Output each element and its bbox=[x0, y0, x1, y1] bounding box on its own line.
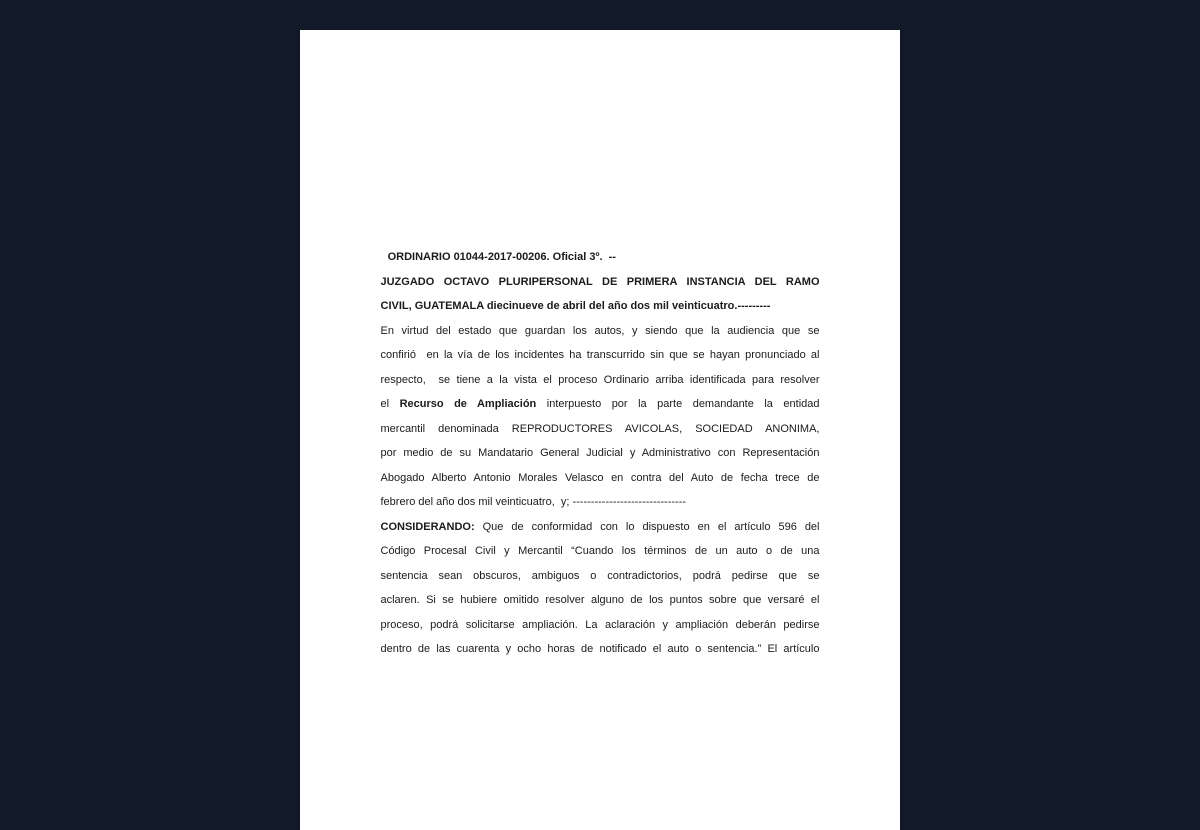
heading-court-line: JUZGADO OCTAVO PLURIPERSONAL DE PRIMERA INSTANCIA DEL RAMO bbox=[380, 275, 820, 288]
document-text-column bbox=[381, 245, 820, 662]
body-line-4-prefix: el bbox=[380, 398, 400, 410]
document-heading-block bbox=[381, 245, 820, 319]
considerando-label: CONSIDERANDO: bbox=[380, 520, 475, 533]
body-line-6: por medio de su Mandatario General Judicial y Administrativo con Representación bbox=[380, 447, 820, 459]
considerando-line-4: aclaren. Si se hubiere omitido resolver alguno de los puntos sobre que versaré el bbox=[380, 594, 820, 606]
considerando-line-2: Código Procesal Civil y Mercantil “Cuando los términos de un auto o de una bbox=[380, 545, 820, 557]
considerando-line-6-clipped: dentro de las cuarenta y ocho horas de notificado el auto o sentencia.” El artículo bbox=[380, 643, 820, 655]
body-line-2: confirió en la vía de los incidentes ha transcurrido sin que se hayan pronunciado al bbox=[380, 349, 820, 361]
considerando-line-3: sentencia sean obscuros, ambiguos o contradictorios, podrá pedirse que se bbox=[380, 569, 820, 582]
considerando-first-line-rest: Que de conformidad con lo dispuesto en el artículo 596 del bbox=[474, 520, 820, 533]
heading-case-line: ORDINARIO 01044-2017-00206. Oficial 3º. -- bbox=[384, 251, 616, 263]
heading-date-line bbox=[381, 294, 820, 319]
body-line-4-suffix: interpuesto por la parte demandante la entidad bbox=[536, 398, 820, 410]
motion-type-emphasis: Recurso de Ampliación bbox=[399, 398, 537, 410]
considerando-first-line bbox=[381, 515, 820, 540]
considerando-block bbox=[381, 515, 820, 662]
body-line-3: respecto, se tiene a la vista el proceso Ordinario arriba identificada para resolver bbox=[380, 373, 820, 386]
body-line-7-attorney: Abogado Alberto Antonio Morales Velasco en contra del Auto de fecha trece de bbox=[380, 471, 820, 484]
body-line-5-party: mercantil denominada REPRODUCTORES AVICOLAS, SOCIEDAD ANONIMA, bbox=[380, 422, 820, 435]
considerando-line-5: proceso, podrá solicitarse ampliación. La aclaración y ampliación deberán pedirse bbox=[380, 618, 820, 631]
body-line-8-text: febrero del año dos mil veinticuatro, y; bbox=[380, 496, 573, 508]
document-page bbox=[300, 30, 900, 830]
document-body-block bbox=[381, 319, 820, 515]
body-line-8-dashes: ------------------------------- bbox=[572, 496, 687, 508]
body-line-4-motion bbox=[381, 392, 820, 417]
heading-date-text: CIVIL, GUATEMALA diecinueve de abril del año dos mil veinticuatro. bbox=[380, 300, 738, 312]
heading-date-dashes: --------- bbox=[737, 300, 771, 312]
page-top-margin bbox=[300, 30, 900, 245]
body-line-8 bbox=[381, 490, 820, 515]
body-line-1: En virtud del estado que guardan los autos, y siendo que la audiencia que se bbox=[380, 324, 820, 337]
